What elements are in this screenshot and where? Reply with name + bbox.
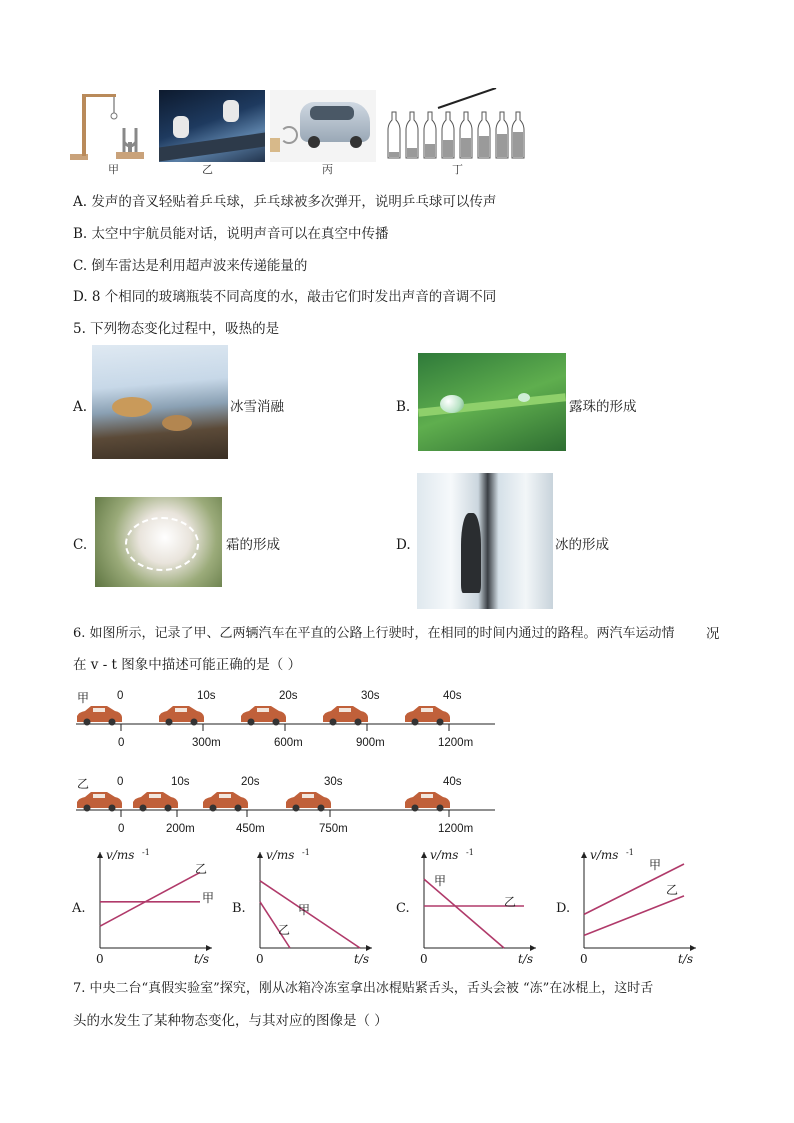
car-jia-0 — [77, 706, 122, 726]
q5-option-c-letter: C. — [73, 537, 88, 553]
vt-ylabel-exp-0: -1 — [142, 848, 150, 857]
q4-figure-row — [70, 88, 530, 180]
vt-label-jia-2: 甲 — [434, 874, 447, 889]
vt-origin-0: 0 — [96, 952, 104, 966]
q6-stem-line2: 在 v - t 图象中描述可能正确的是（ ） — [73, 657, 302, 673]
astronauts-photo — [159, 90, 265, 162]
dew-drop-photo — [418, 353, 566, 451]
dist-yi-0: 0 — [118, 823, 125, 835]
ice-melting-photo — [92, 345, 228, 459]
car-yi-name: 乙 — [77, 777, 90, 791]
vt-graph-0 — [72, 846, 222, 970]
tuning-fork-figure — [70, 88, 150, 168]
time-jia-4: 40s — [443, 690, 462, 702]
car-jia-2 — [241, 706, 286, 726]
vt-origin-3: 0 — [580, 952, 588, 966]
vt-ylabel-exp-1: -1 — [302, 848, 310, 857]
car-yi-1 — [133, 792, 178, 812]
dist-jia-0: 0 — [118, 737, 125, 749]
vt-label-yi-3: 乙 — [666, 882, 679, 897]
vt-xlabel-3: t/s — [678, 952, 694, 966]
time-yi-1: 10s — [171, 776, 190, 788]
caption-bing: 丙 — [322, 163, 333, 176]
dist-jia-3: 900m — [356, 737, 385, 749]
car-yi-3 — [286, 792, 331, 812]
vt-line-jia-2 — [424, 879, 504, 948]
dist-jia-2: 600m — [274, 737, 303, 749]
car-jia-4 — [405, 706, 450, 726]
car-yi-0 — [77, 792, 122, 812]
car-radar-photo — [270, 90, 376, 162]
q4-option-b: B. 太空中宇航员能对话，说明声音可以在真空中传播 — [73, 226, 389, 242]
vt-ylabel-1: v/ms — [266, 848, 295, 862]
time-jia-1: 10s — [197, 690, 216, 702]
dist-yi-4: 1200m — [438, 823, 474, 835]
caption-yi: 乙 — [202, 163, 213, 176]
q5-option-b-label: 露珠的形成 — [569, 399, 637, 415]
q5-stem: 5. 下列物态变化过程中，吸热的是 — [73, 321, 280, 337]
vt-graph-2 — [396, 846, 546, 970]
car-jia-3 — [323, 706, 368, 726]
q5-option-c-label: 霜的形成 — [226, 537, 280, 553]
q5-option-a-label: 冰雪消融 — [230, 399, 284, 415]
bottles-figure — [386, 88, 526, 164]
q5-option-d-label: 冰的形成 — [555, 537, 609, 553]
vt-label-yi-2: 乙 — [504, 894, 517, 909]
vt-ylabel-0: v/ms — [106, 848, 135, 862]
vt-line-yi-0 — [100, 872, 200, 926]
vt-ylabel-exp-2: -1 — [466, 848, 474, 857]
q7-line2: 头的水发生了某种物态变化，与其对应的图像是（ ） — [73, 1013, 388, 1029]
car-yi-4 — [405, 792, 450, 812]
q7-line1: 7. 中央二台“真假实验室”探究，刚从冰箱冷冻室拿出冰棍贴紧舌头，舌头会被 “冻”在冰棍上，这时舌 — [73, 981, 654, 996]
car-jia-name: 甲 — [77, 691, 90, 705]
vt-xlabel-1: t/s — [354, 952, 370, 966]
vt-label-yi-1: 乙 — [278, 923, 291, 938]
vt-letter-1: B. — [232, 901, 246, 916]
vt-label-jia-0: 甲 — [202, 891, 215, 906]
time-yi-4: 40s — [443, 776, 462, 788]
time-jia-2: 20s — [279, 690, 298, 702]
q4-option-d: D. 8 个相同的玻璃瓶装不同高度的水，敲击它们时发出声音的音调不同 — [73, 289, 497, 305]
caption-jia: 甲 — [108, 163, 119, 176]
time-jia-0: 0 — [117, 690, 124, 702]
vt-graph-1 — [232, 846, 382, 970]
dist-yi-2: 450m — [236, 823, 265, 835]
ice-formation-photo — [417, 473, 553, 609]
car-jia-1 — [159, 706, 204, 726]
time-jia-3: 30s — [361, 690, 380, 702]
vt-ylabel-exp-3: -1 — [626, 848, 634, 857]
q5-option-a-letter: A. — [73, 399, 88, 415]
q6-stem-line1: 6. 如图所示，记录了甲、乙两辆汽车在平直的公路上行驶时，在相同的时间内通过的路程。两汽车运动情 — [73, 626, 675, 641]
vt-label-jia-1: 甲 — [298, 903, 311, 918]
vt-origin-2: 0 — [420, 952, 428, 966]
q6-stem-line1-tail: 况 — [706, 626, 720, 642]
vt-ylabel-3: v/ms — [590, 848, 619, 862]
time-yi-3: 30s — [324, 776, 343, 788]
vt-letter-3: D. — [556, 901, 571, 916]
vt-xlabel-2: t/s — [518, 952, 534, 966]
caption-ding: 丁 — [452, 163, 463, 176]
dist-yi-1: 200m — [166, 823, 195, 835]
vt-xlabel-0: t/s — [194, 952, 210, 966]
q5-option-b-letter: B. — [396, 399, 411, 415]
vt-letter-2: C. — [396, 901, 410, 916]
vt-origin-1: 0 — [256, 952, 264, 966]
frost-photo — [95, 497, 222, 587]
dist-jia-1: 300m — [192, 737, 221, 749]
q4-option-a: A. 发声的音叉轻贴着乒乓球，乒乓球被多次弹开，说明乒乓球可以传声 — [73, 194, 497, 210]
vt-letter-0: A. — [72, 901, 86, 916]
q5-option-d-letter: D. — [396, 537, 411, 553]
vt-line-yi-3 — [584, 896, 684, 935]
car-yi-2 — [203, 792, 248, 812]
vt-label-jia-3: 甲 — [649, 857, 662, 872]
vt-ylabel-2: v/ms — [430, 848, 459, 862]
dist-jia-4: 1200m — [438, 737, 474, 749]
dist-yi-3: 750m — [319, 823, 348, 835]
car-yi-track — [70, 770, 500, 840]
time-yi-0: 0 — [117, 776, 124, 788]
vt-label-yi-0: 乙 — [195, 861, 208, 876]
time-yi-2: 20s — [241, 776, 260, 788]
q4-option-c: C. 倒车雷达是利用超声波来传递能量的 — [73, 258, 308, 274]
vt-graph-3 — [556, 846, 706, 970]
